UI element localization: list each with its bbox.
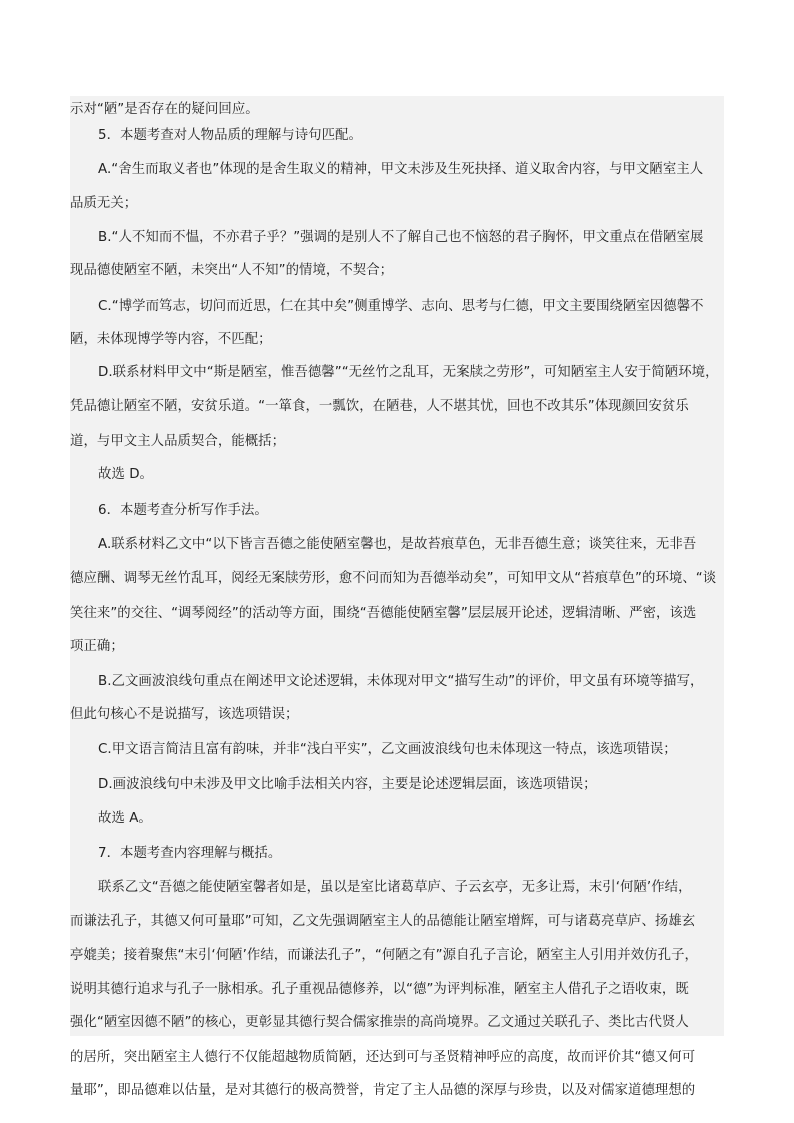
text-line: 故选 A。 xyxy=(98,811,152,826)
text-line: 陋，未体现博学等内容，不匹配； xyxy=(70,332,272,347)
text-line: 量耶”，即品德难以估量，是对其德行的极高赞誉，肯定了主人品德的深厚与珍贵，以及对儒家道德理想的 xyxy=(70,1083,696,1098)
text-line: 5．本题考查对人物品质的理解与诗句匹配。 xyxy=(98,128,362,143)
text-line: 项正确； xyxy=(70,639,124,654)
text-line: 故选 D。 xyxy=(98,467,153,482)
text-line: 凭品德让陋室不陋，安贫乐道。“一箪食，一瓢饮，在陋巷，人不堪其忧，回也不改其乐”体现颜回安贫乐 xyxy=(70,399,689,414)
text-line: 7．本题考查内容理解与概括。 xyxy=(98,846,282,861)
text-line: B.乙文画波浪线句重点在阐述甲文论述逻辑，未体现对甲文“描写生动”的评价，甲文虽有环境等描写， xyxy=(98,674,704,689)
text-line: 现品德使陋室不陋，未突出“人不知”的情境，不契合； xyxy=(70,263,394,278)
text-line: 亭媲美；接着聚焦“末引‘何陋’作结，而谦法孔子”，“何陋之有”源自孔子言论，陋室主人引用并效仿孔子， xyxy=(70,948,698,963)
text-line: A.联系材料乙文中“以下皆言吾德之能使陋室馨也，是故苔痕草色，无非吾德生意；谈笑往来，无非吾 xyxy=(98,537,697,552)
text-line: D.联系材料甲文中“斯是陋室，惟吾德馨”“无丝竹之乱耳，无案牍之劳形”，可知陋室主人安于简陋环境， xyxy=(98,365,719,380)
text-line: A.“舍生而取义者也”体现的是舍生取义的精神，甲文未涉及生死抉择、道义取舍内容，与甲文陋室主人 xyxy=(98,162,704,177)
text-line: 6．本题考查分析写作手法。 xyxy=(98,503,268,518)
text-line: 示对“陋”是否存在的疑问回应。 xyxy=(70,102,259,117)
text-line: 联系乙文“吾德之能使陋室馨者如是，虽以是室比诸葛草庐、子云玄亭，无多让焉，末引‘何陋’作结， xyxy=(98,880,692,895)
text-line: 但此句核心不是说描写，该选项错误； xyxy=(70,707,299,722)
text-line: 而谦法孔子，其德又何可量耶”可知，乙文先强调陋室主人的品德能让陋室增辉，可与诸葛亮草庐、扬雄玄 xyxy=(70,914,696,929)
text-line: 德应酬、调琴无丝竹乱耳，阅经无案牍劳形，愈不问而知为吾德举动矣”，可知甲文从“苔痕草色”的环境、“谈 xyxy=(70,571,717,586)
text-line: 的居所，突出陋室主人德行不仅能超越物质简陋，还达到可与圣贤精神呼应的高度，故而评价其“德又何可 xyxy=(70,1050,696,1065)
text-line: C.“博学而笃志，切问而近思，仁在其中矣”侧重博学、志向、思考与仁德，甲文主要围绕陋室因德馨不 xyxy=(98,299,704,314)
text-line: 说明其德行追求与孔子一脉相承。孔子重视品德修养，以“德”为评判标准，陋室主人借孔子之语收束，既 xyxy=(70,982,689,997)
text-line: B.“人不知而不愠，不亦君子乎？”强调的是别人不了解自己也不恼怒的君子胸怀，甲文重点在借陋室展 xyxy=(98,230,704,245)
text-line: 强化“陋室因德不陋”的核心，更彰显其德行契合儒家推崇的高尚境界。乙文通过关联孔子、类比古代贤人 xyxy=(70,1015,689,1030)
text-line: 笑往来”的交往、“调琴阅经”的活动等方面，围绕“吾德能使陋室馨”层层展开论述，逻辑清晰、严密，该选 xyxy=(70,606,697,621)
text-line: C.甲文语言简洁且富有韵味，并非“浅白平实”，乙文画波浪线句也未体现这一特点，该选项错误； xyxy=(98,742,677,757)
document-content xyxy=(70,96,724,1098)
text-line: 品质无关； xyxy=(70,196,138,211)
text-line: 道，与甲文主人品质契合，能概括； xyxy=(70,434,286,449)
text-line: D.画波浪线句中未涉及甲文比喻手法相关内容，主要是论述逻辑层面，该选项错误； xyxy=(98,777,597,792)
